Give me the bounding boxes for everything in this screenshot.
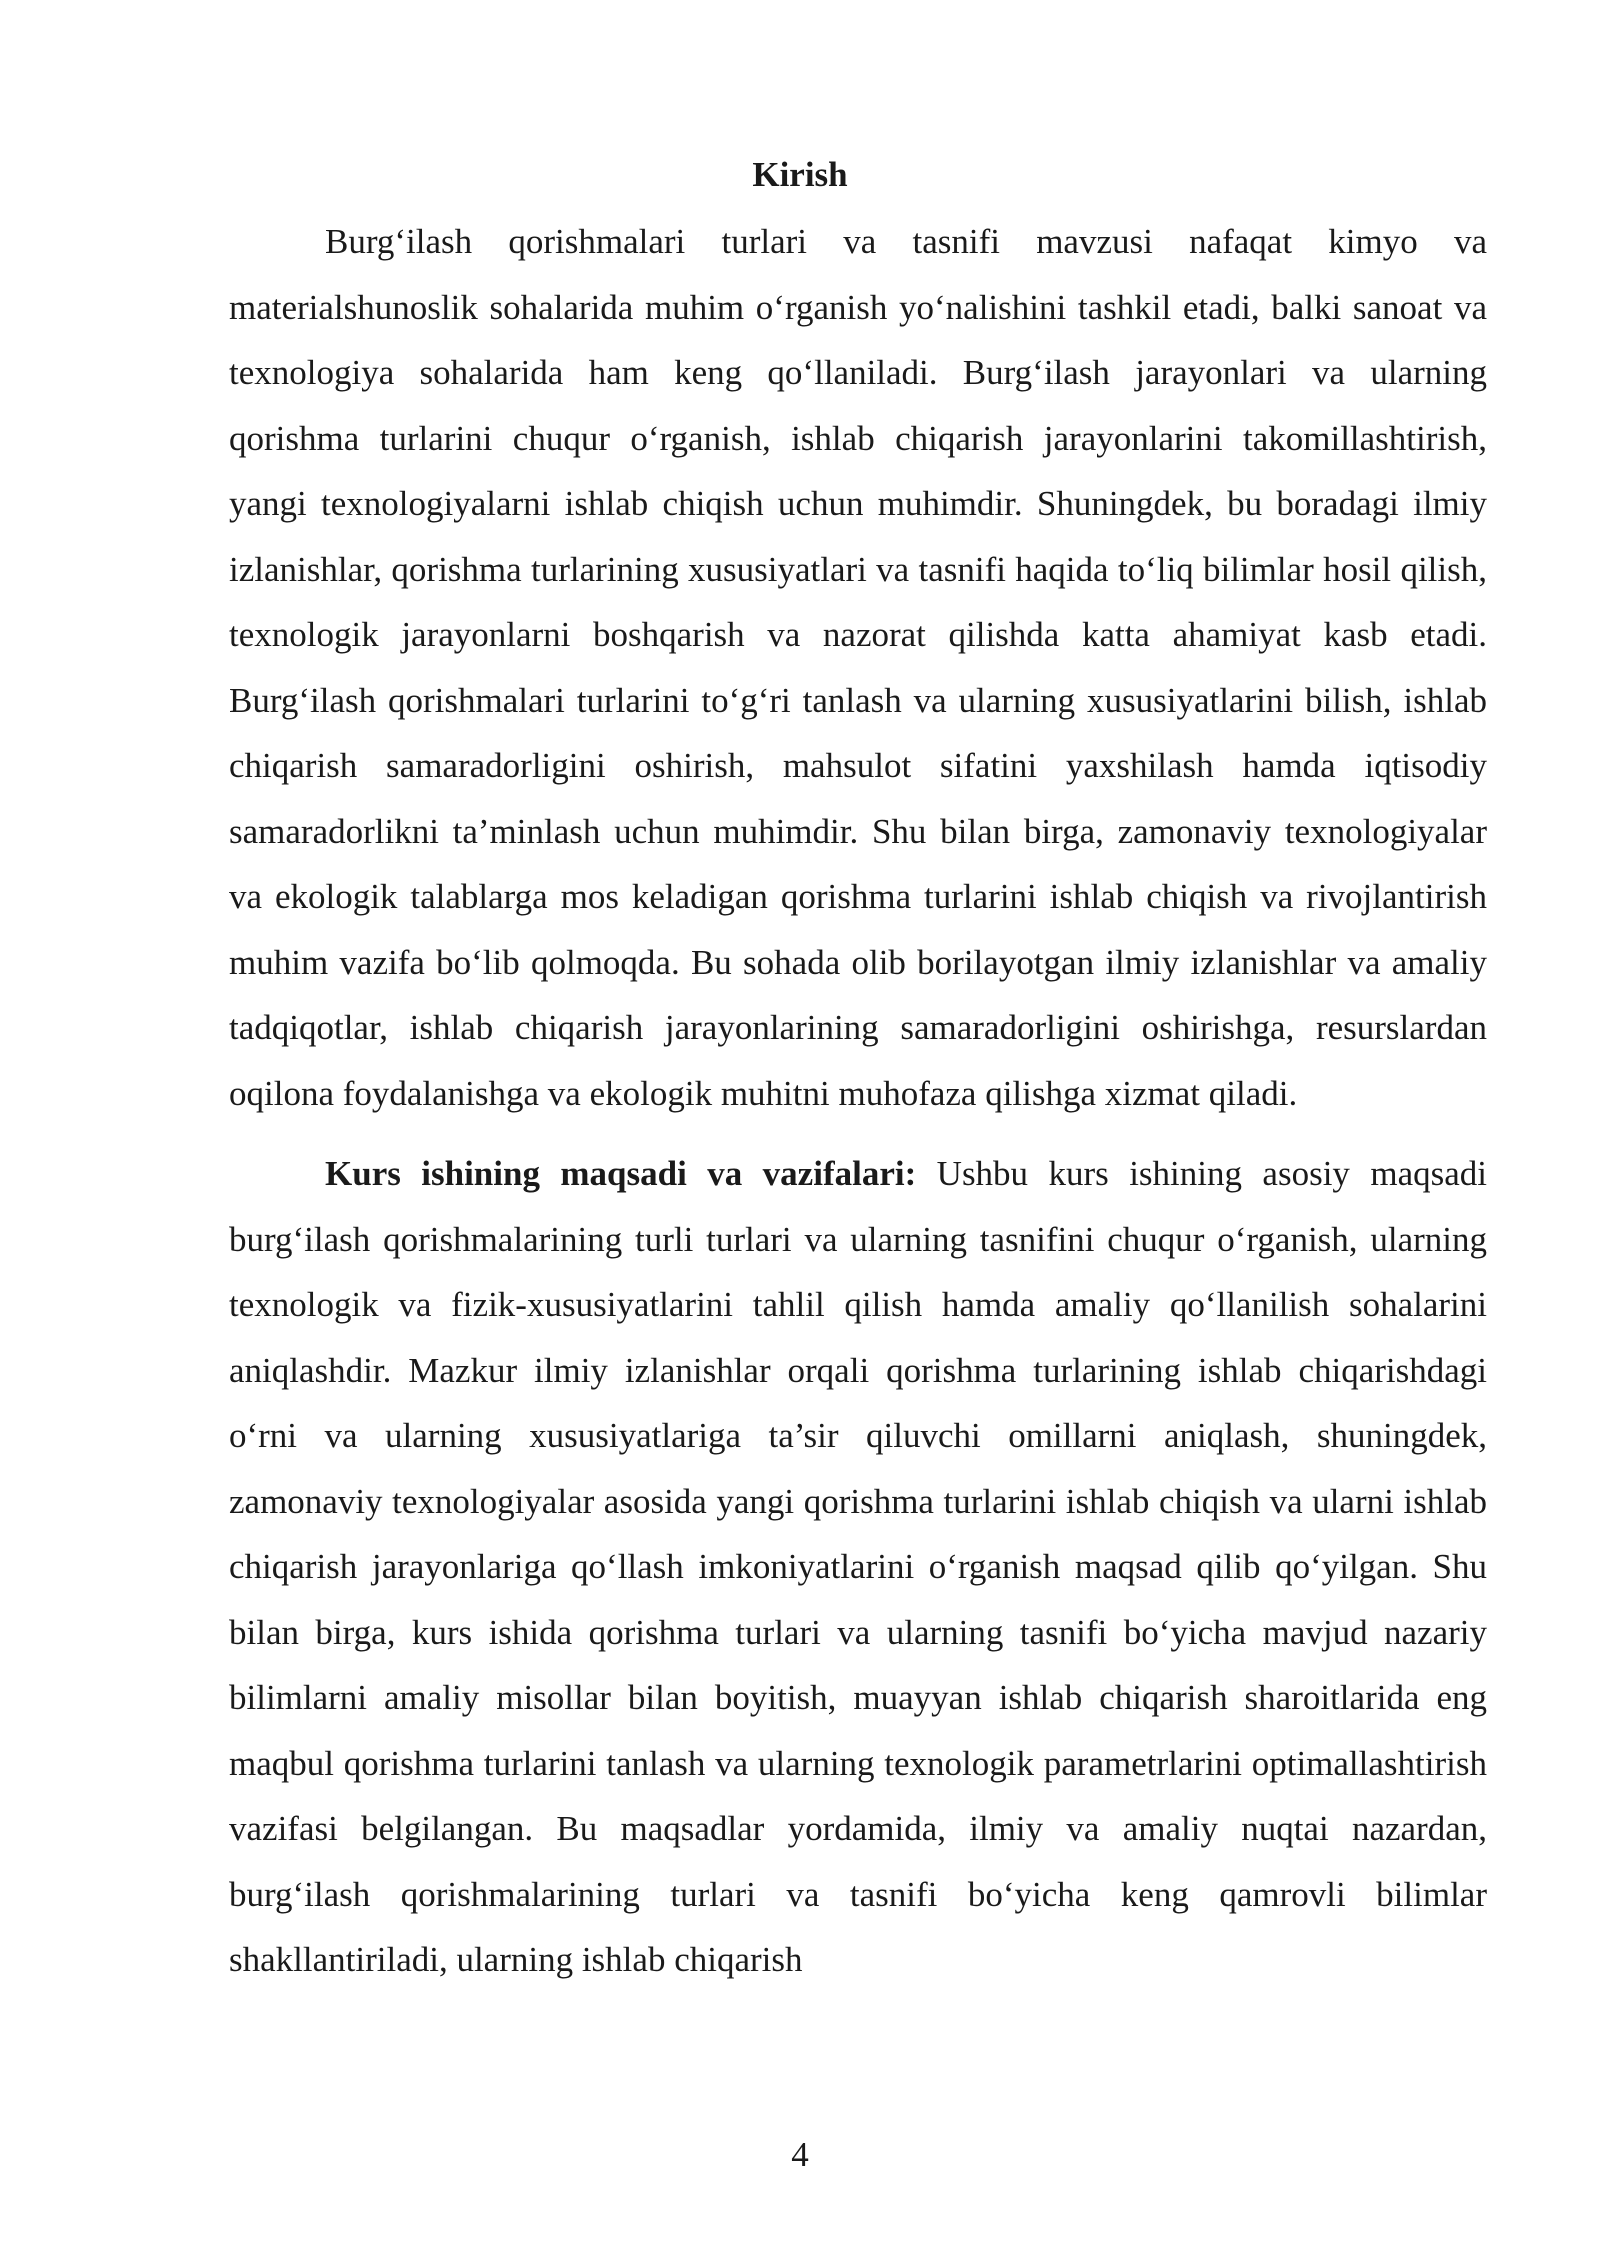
page-number: 4	[791, 2135, 809, 2174]
goals-paragraph	[229, 1141, 1487, 1993]
paragraph-text: Burg‘ilash qorishmalari turlari va tasnifi mavzusi nafaqat kimyo va materialshunoslik sohalarida muhim o‘rganish yo‘nalishini tashkil etadi, balki sanoat va texnologiya sohalarida ham keng qo‘llaniladi. Burg‘ilash jarayonlari va ularning qorishma turlarini chuqur o‘rganish, ishlab chiqarish jarayonlarini takomillashtirish, yangi texnologiyalarni ishlab chiqish uchun muhimdir. Shuningdek, bu boradagi ilmiy izlanishlar, qorishma turlarining xususiyatlari va tasnifi haqida to‘liq bilimlar hosil qilish, texnologik jarayonlarni boshqarish va nazorat qilishda katta ahamiyat kasb etadi. Burg‘ilash qorishmalari turlarini to‘g‘ri tanlash va ularning xususiyatlarini bilish, ishlab chiqarish samaradorligini oshirish, mahsulot sifatini yaxshilash hamda iqtisodiy samaradorlikni ta’minlash uchun muhimdir. Shu bilan birga, zamonaviy texnologiyalar va ekologik talablarga mos keladigan qorishma turlarini ishlab chiqish va rivojlantirish muhim vazifa bo‘lib qolmoqda. Bu sohada olib borilayotgan ilmiy izlanishlar va amaliy tadqiqotlar, ishlab chiqarish jarayonlarining samaradorligini oshirishga, resurslardan oqilona foydalanishga va ekologik muhitni muhofaza qilishga xizmat qiladi.	[229, 222, 1487, 1113]
intro-paragraph	[229, 209, 1487, 1126]
paragraph-text: Ushbu kurs ishining asosiy maqsadi burg‘ilash qorishmalarining turli turlari va ularning tasnifini chuqur o‘rganish, ularning texnologik va fizik-xususiyatlarini tahlil qilish hamda amaliy qo‘llanilish sohalarini aniqlashdir. Mazkur ilmiy izlanishlar orqali qorishma turlarining ishlab chiqarishdagi o‘rni va ularning xususiyatlariga ta’sir qiluvchi omillarni aniqlash, shuningdek, zamonaviy texnologiyalar asosida yangi qorishma turlarini ishlab chiqish va ularni ishlab chiqarish jarayonlariga qo‘llash imkoniyatlarini o‘rganish maqsad qilib qo‘yilgan. Shu bilan birga, kurs ishida qorishma turlari va ularning tasnifi bo‘yicha mavjud nazariy bilimlarni amaliy misollar bilan boyitish, muayyan ishlab chiqarish sharoitlarida eng maqbul qorishma turlarini tanlash va ularning texnologik parametrlarini optimallashtirish vazifasi belgilangan. Bu maqsadlar yordamida, ilmiy va amaliy nuqtai nazardan, burg‘ilash qorishmalarining turlari va tasnifi bo‘yicha keng qamrovli bilimlar shakllantiriladi, ularning ishlab chiqarish	[229, 1154, 1487, 1979]
paragraph-lead: Kurs ishining maqsadi va vazifalari:	[325, 1154, 917, 1193]
section-heading: Kirish	[752, 155, 848, 194]
body-text	[229, 209, 1487, 1993]
